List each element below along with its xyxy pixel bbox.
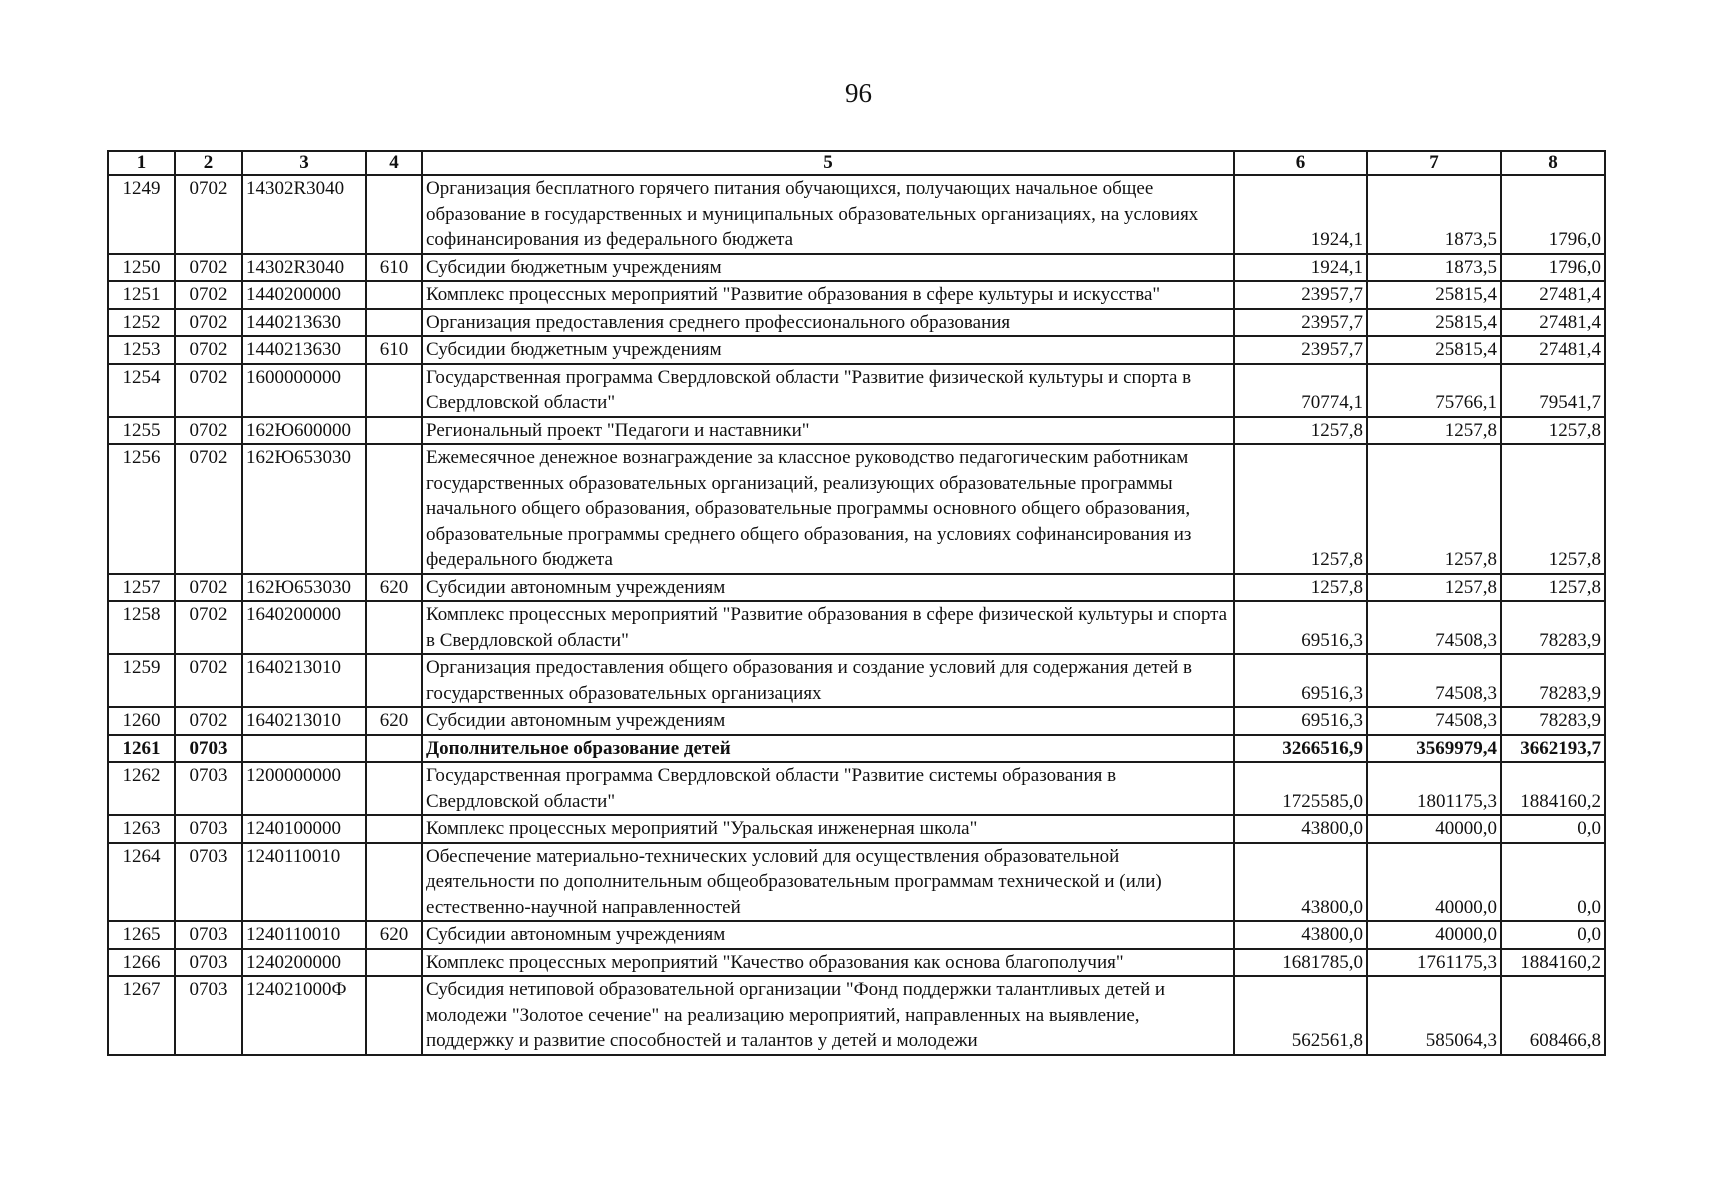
- amount-col6-cell: 70774,1: [1234, 364, 1367, 417]
- section-code-cell: 0703: [175, 976, 242, 1055]
- amount-col7-cell: 40000,0: [1367, 843, 1501, 922]
- target-code-cell: 1640200000: [242, 601, 366, 654]
- item-name-cell: Комплекс процессных мероприятий "Уральская инженерная школа": [422, 815, 1234, 843]
- amount-col8-cell: 0,0: [1501, 815, 1605, 843]
- expense-type-cell: [366, 762, 422, 815]
- table-row: [108, 444, 1605, 574]
- target-code-cell: 14302R3040: [242, 254, 366, 282]
- item-name-cell: Субсидии автономным учреждениям: [422, 707, 1234, 735]
- row-number-cell: 1262: [108, 762, 175, 815]
- row-number-cell: 1264: [108, 843, 175, 922]
- expense-type-cell: 620: [366, 707, 422, 735]
- expense-type-cell: [366, 175, 422, 254]
- expense-type-cell: 610: [366, 254, 422, 282]
- amount-col6-cell: 69516,3: [1234, 654, 1367, 707]
- item-name-cell: Дополнительное образование детей: [422, 735, 1234, 763]
- row-number-cell: 1257: [108, 574, 175, 602]
- row-number-cell: 1249: [108, 175, 175, 254]
- row-number-cell: 1261: [108, 735, 175, 763]
- amount-col7-cell: 1257,8: [1367, 417, 1501, 445]
- section-code-cell: 0702: [175, 175, 242, 254]
- expense-type-cell: [366, 364, 422, 417]
- header-cell: 6: [1234, 151, 1367, 175]
- row-number-cell: 1267: [108, 976, 175, 1055]
- target-code-cell: 1440213630: [242, 309, 366, 337]
- row-number-cell: 1255: [108, 417, 175, 445]
- expense-type-cell: [366, 309, 422, 337]
- amount-col7-cell: 74508,3: [1367, 654, 1501, 707]
- amount-col6-cell: 3266516,9: [1234, 735, 1367, 763]
- item-name-cell: Государственная программа Свердловской области "Развитие системы образования в Свердловской области": [422, 762, 1234, 815]
- expense-type-cell: [366, 444, 422, 574]
- table-row: [108, 815, 1605, 843]
- table-row: [108, 949, 1605, 977]
- amount-col7-cell: 40000,0: [1367, 921, 1501, 949]
- item-name-cell: Комплекс процессных мероприятий "Качество образования как основа благополучия": [422, 949, 1234, 977]
- row-number-cell: 1251: [108, 281, 175, 309]
- expense-type-cell: [366, 949, 422, 977]
- target-code-cell: 1640213010: [242, 707, 366, 735]
- amount-col6-cell: 1257,8: [1234, 417, 1367, 445]
- table-row: [108, 762, 1605, 815]
- amount-col7-cell: 75766,1: [1367, 364, 1501, 417]
- section-code-cell: 0702: [175, 281, 242, 309]
- row-number-cell: 1253: [108, 336, 175, 364]
- row-number-cell: 1259: [108, 654, 175, 707]
- target-code-cell: 1600000000: [242, 364, 366, 417]
- section-code-cell: 0702: [175, 601, 242, 654]
- section-code-cell: 0702: [175, 309, 242, 337]
- expense-type-cell: 610: [366, 336, 422, 364]
- target-code-cell: 1240100000: [242, 815, 366, 843]
- expense-type-cell: 620: [366, 921, 422, 949]
- amount-col7-cell: 1257,8: [1367, 574, 1501, 602]
- amount-col8-cell: 78283,9: [1501, 707, 1605, 735]
- amount-col7-cell: 1761175,3: [1367, 949, 1501, 977]
- section-code-cell: 0702: [175, 707, 242, 735]
- table-row: [108, 654, 1605, 707]
- amount-col8-cell: 1257,8: [1501, 417, 1605, 445]
- amount-col8-cell: 1796,0: [1501, 254, 1605, 282]
- amount-col8-cell: 78283,9: [1501, 654, 1605, 707]
- expense-type-cell: [366, 654, 422, 707]
- item-name-cell: Обеспечение материально-технических условий для осуществления образовательной деятельности по дополнительным общеобразовательным программам технической и (или) естественно-научной направленностей: [422, 843, 1234, 922]
- section-code-cell: 0702: [175, 654, 242, 707]
- amount-col8-cell: 1257,8: [1501, 574, 1605, 602]
- table-row: [108, 735, 1605, 763]
- amount-col7-cell: 585064,3: [1367, 976, 1501, 1055]
- section-code-cell: 0703: [175, 735, 242, 763]
- amount-col6-cell: 43800,0: [1234, 921, 1367, 949]
- section-code-cell: 0702: [175, 364, 242, 417]
- target-code-cell: 1240200000: [242, 949, 366, 977]
- table-row: [108, 574, 1605, 602]
- item-name-cell: Государственная программа Свердловской области "Развитие физической культуры и спорта в Свердловской области": [422, 364, 1234, 417]
- table-row: [108, 309, 1605, 337]
- table-row: [108, 921, 1605, 949]
- target-code-cell: 162Ю600000: [242, 417, 366, 445]
- amount-col8-cell: 3662193,7: [1501, 735, 1605, 763]
- amount-col7-cell: 1801175,3: [1367, 762, 1501, 815]
- section-code-cell: 0702: [175, 574, 242, 602]
- table-row: [108, 601, 1605, 654]
- expense-type-cell: [366, 815, 422, 843]
- header-cell: 1: [108, 151, 175, 175]
- amount-col8-cell: 608466,8: [1501, 976, 1605, 1055]
- row-number-cell: 1265: [108, 921, 175, 949]
- table-row: [108, 175, 1605, 254]
- amount-col6-cell: 1924,1: [1234, 175, 1367, 254]
- amount-col6-cell: 69516,3: [1234, 601, 1367, 654]
- row-number-cell: 1254: [108, 364, 175, 417]
- amount-col6-cell: 23957,7: [1234, 281, 1367, 309]
- table-row: [108, 281, 1605, 309]
- section-code-cell: 0702: [175, 444, 242, 574]
- target-code-cell: 162Ю653030: [242, 574, 366, 602]
- amount-col6-cell: 562561,8: [1234, 976, 1367, 1055]
- header-row: [108, 151, 1605, 175]
- target-code-cell: 14302R3040: [242, 175, 366, 254]
- amount-col7-cell: 1873,5: [1367, 254, 1501, 282]
- amount-col7-cell: 1257,8: [1367, 444, 1501, 574]
- header-cell: 8: [1501, 151, 1605, 175]
- item-name-cell: Субсидии бюджетным учреждениям: [422, 254, 1234, 282]
- amount-col8-cell: 27481,4: [1501, 309, 1605, 337]
- amount-col6-cell: 23957,7: [1234, 336, 1367, 364]
- amount-col7-cell: 1873,5: [1367, 175, 1501, 254]
- item-name-cell: Субсидии бюджетным учреждениям: [422, 336, 1234, 364]
- page-number: 96: [845, 78, 872, 108]
- target-code-cell: 1440200000: [242, 281, 366, 309]
- item-name-cell: Субсидия нетиповой образовательной организации "Фонд поддержки талантливых детей и молодежи "Золотое сечение" на реализацию мероприятий, направленных на выявление, поддержку и развитие способностей и талантов у детей и молодежи: [422, 976, 1234, 1055]
- table-row: [108, 843, 1605, 922]
- table-row: [108, 364, 1605, 417]
- header-cell: 3: [242, 151, 366, 175]
- amount-col7-cell: 40000,0: [1367, 815, 1501, 843]
- expense-type-cell: [366, 417, 422, 445]
- target-code-cell: 1200000000: [242, 762, 366, 815]
- header-cell: 4: [366, 151, 422, 175]
- target-code-cell: [242, 735, 366, 763]
- target-code-cell: 1640213010: [242, 654, 366, 707]
- amount-col6-cell: 23957,7: [1234, 309, 1367, 337]
- expense-type-cell: 620: [366, 574, 422, 602]
- item-name-cell: Комплекс процессных мероприятий "Развитие образования в сфере культуры и искусства": [422, 281, 1234, 309]
- amount-col7-cell: 74508,3: [1367, 707, 1501, 735]
- amount-col7-cell: 25815,4: [1367, 336, 1501, 364]
- amount-col8-cell: 0,0: [1501, 843, 1605, 922]
- amount-col8-cell: 1884160,2: [1501, 762, 1605, 815]
- item-name-cell: Субсидии автономным учреждениям: [422, 921, 1234, 949]
- expense-type-cell: [366, 601, 422, 654]
- section-code-cell: 0702: [175, 254, 242, 282]
- amount-col7-cell: 25815,4: [1367, 281, 1501, 309]
- section-code-cell: 0702: [175, 417, 242, 445]
- amount-col6-cell: 1257,8: [1234, 444, 1367, 574]
- amount-col7-cell: 74508,3: [1367, 601, 1501, 654]
- amount-col7-cell: 25815,4: [1367, 309, 1501, 337]
- target-code-cell: 162Ю653030: [242, 444, 366, 574]
- table-row: [108, 976, 1605, 1055]
- amount-col8-cell: 0,0: [1501, 921, 1605, 949]
- expense-type-cell: [366, 843, 422, 922]
- amount-col7-cell: 3569979,4: [1367, 735, 1501, 763]
- row-number-cell: 1250: [108, 254, 175, 282]
- table-row: [108, 707, 1605, 735]
- table-row: [108, 336, 1605, 364]
- amount-col8-cell: 27481,4: [1501, 336, 1605, 364]
- section-code-cell: 0703: [175, 921, 242, 949]
- target-code-cell: 1240110010: [242, 921, 366, 949]
- item-name-cell: Организация предоставления среднего профессионального образования: [422, 309, 1234, 337]
- amount-col6-cell: 69516,3: [1234, 707, 1367, 735]
- amount-col6-cell: 1681785,0: [1234, 949, 1367, 977]
- row-number-cell: 1266: [108, 949, 175, 977]
- row-number-cell: 1263: [108, 815, 175, 843]
- row-number-cell: 1256: [108, 444, 175, 574]
- item-name-cell: Региональный проект "Педагоги и наставники": [422, 417, 1234, 445]
- target-code-cell: 1440213630: [242, 336, 366, 364]
- target-code-cell: 124021000Ф: [242, 976, 366, 1055]
- table-row: [108, 254, 1605, 282]
- header-cell: 7: [1367, 151, 1501, 175]
- item-name-cell: Комплекс процессных мероприятий "Развитие образования в сфере физической культуры и спорта в Свердловской области": [422, 601, 1234, 654]
- item-name-cell: Организация бесплатного горячего питания обучающихся, получающих начальное общее образование в государственных и муниципальных образовательных организациях, на условиях софинансирования из федерального бюджета: [422, 175, 1234, 254]
- amount-col6-cell: 1924,1: [1234, 254, 1367, 282]
- table-row: [108, 417, 1605, 445]
- amount-col8-cell: 1796,0: [1501, 175, 1605, 254]
- row-number-cell: 1260: [108, 707, 175, 735]
- section-code-cell: 0702: [175, 336, 242, 364]
- amount-col8-cell: 78283,9: [1501, 601, 1605, 654]
- item-name-cell: Субсидии автономным учреждениям: [422, 574, 1234, 602]
- amount-col8-cell: 1257,8: [1501, 444, 1605, 574]
- item-name-cell: Ежемесячное денежное вознаграждение за классное руководство педагогическим работникам государственных образовательных организаций, реализующих образовательные программы начального общего образования, образовательные программы основного общего образования, образовательные программы среднего общего образования, на условиях софинансирования из федерального бюджета: [422, 444, 1234, 574]
- section-code-cell: 0703: [175, 762, 242, 815]
- expense-type-cell: [366, 281, 422, 309]
- section-code-cell: 0703: [175, 949, 242, 977]
- row-number-cell: 1252: [108, 309, 175, 337]
- expense-type-cell: [366, 735, 422, 763]
- budget-table: [107, 150, 1606, 1056]
- header-cell: 5: [422, 151, 1234, 175]
- target-code-cell: 1240110010: [242, 843, 366, 922]
- amount-col8-cell: 79541,7: [1501, 364, 1605, 417]
- header-cell: 2: [175, 151, 242, 175]
- amount-col6-cell: 43800,0: [1234, 815, 1367, 843]
- amount-col6-cell: 1725585,0: [1234, 762, 1367, 815]
- amount-col6-cell: 1257,8: [1234, 574, 1367, 602]
- item-name-cell: Организация предоставления общего образования и создание условий для содержания детей в государственных образовательных организациях: [422, 654, 1234, 707]
- amount-col8-cell: 1884160,2: [1501, 949, 1605, 977]
- amount-col8-cell: 27481,4: [1501, 281, 1605, 309]
- section-code-cell: 0703: [175, 843, 242, 922]
- expense-type-cell: [366, 976, 422, 1055]
- amount-col6-cell: 43800,0: [1234, 843, 1367, 922]
- row-number-cell: 1258: [108, 601, 175, 654]
- section-code-cell: 0703: [175, 815, 242, 843]
